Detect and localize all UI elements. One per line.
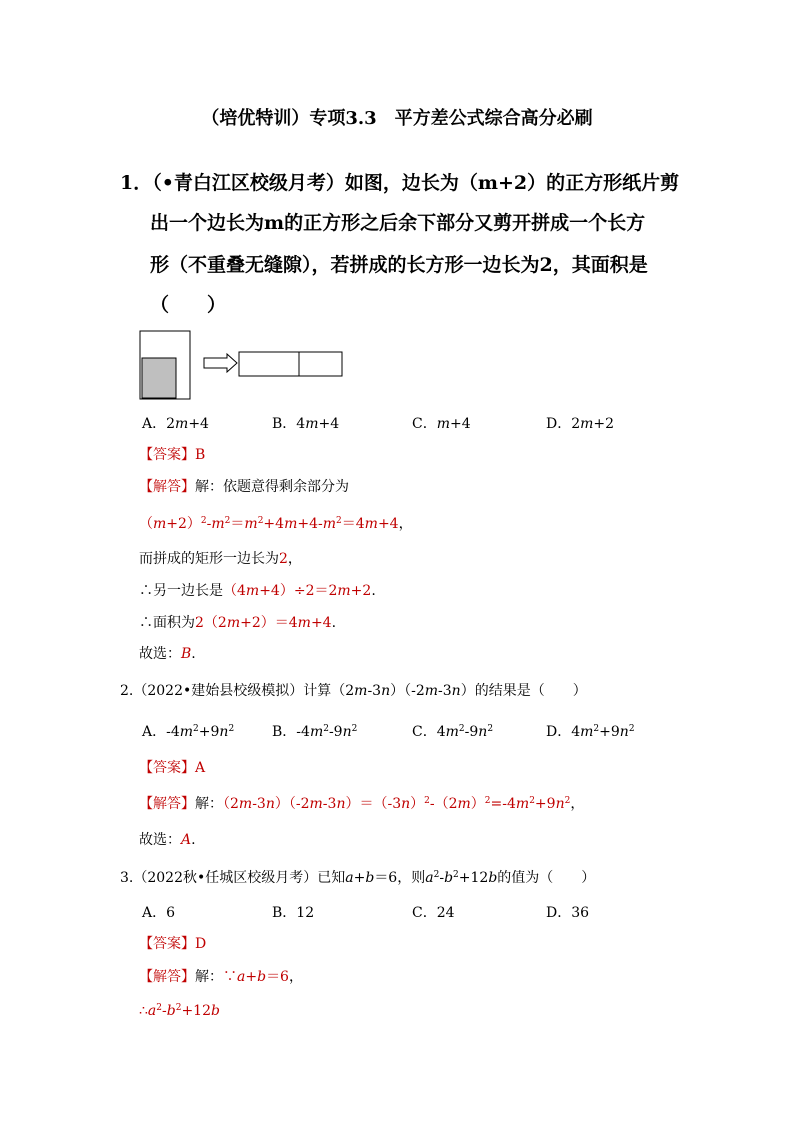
q1-option-c[interactable]: C．m+4 xyxy=(412,416,471,432)
q1-stem-line1: 1．（•青白江区校级月考）如图，边长为（m+2）的正方形纸片剪 xyxy=(120,172,680,194)
solution-text: 解：依题意得剩余部分为 xyxy=(195,479,349,495)
q2-stem: 2.（2022•建始县校级模拟）计算（2m-3n）（-2m-3n）的结果是（ ） xyxy=(120,683,587,699)
q2-solution-choose: 故选：A. xyxy=(139,832,196,848)
q2-option-d[interactable]: D．$4m^2+9n^2$ xyxy=(546,724,635,740)
answer-value: A xyxy=(195,760,206,776)
q1-blank: （ ） xyxy=(150,294,227,316)
q3-solution-intro: 【解答】解：∵a+b＝6， xyxy=(139,969,303,985)
answer-tag: 【答案】 xyxy=(139,936,195,952)
q3-answer xyxy=(139,933,206,953)
q3-option-b[interactable]: B．12 xyxy=(272,905,315,921)
cut-square xyxy=(142,358,176,398)
q1-answer xyxy=(139,444,205,464)
q1-figure xyxy=(139,330,349,402)
right-arrow-icon xyxy=(204,354,237,372)
page-title: （培优特训）专项3.3 平方差公式综合高分必刷 xyxy=(201,108,593,129)
q1-solution-choose: 故选：B. xyxy=(139,646,196,662)
solution-tag: 【解答】 xyxy=(139,796,195,812)
answer-tag: 【答案】 xyxy=(139,447,195,463)
q2-option-b[interactable]: B．$-4m^2-9n^2$ xyxy=(272,724,358,740)
q1-option-a[interactable]: A．2m+4 xyxy=(142,416,209,432)
q3-solution-step1: $\therefore a^2-b^2+12b$ xyxy=(139,1003,220,1019)
q3-option-c[interactable]: C．24 xyxy=(412,905,455,921)
q1-solution-step1: $(m+2)^2-m^2=m^2+4m+4-m^2=4m+4$， xyxy=(139,516,413,532)
q2-option-c[interactable]: C．$4m^2-9n^2$ xyxy=(412,724,494,740)
result-rectangle xyxy=(239,352,342,376)
answer-tag: 【答案】 xyxy=(139,760,195,776)
q3-option-a[interactable]: A．6 xyxy=(142,905,176,921)
q1-option-b[interactable]: B．4m+4 xyxy=(272,416,340,432)
q1-stem-line3: 形（不重叠无缝隙），若拼成的长方形一边长为2，其面积是 xyxy=(150,254,648,276)
q2-answer xyxy=(139,757,205,777)
q3-option-d[interactable]: D．36 xyxy=(546,905,590,921)
q2-option-a[interactable]: A．$-4m^2+9n^2$ xyxy=(142,724,235,740)
q1-solution-step2: 而拼成的矩形一边长为2， xyxy=(139,551,302,567)
q3-stem: 3.（2022秋•任城区校级月考）已知a+b＝6，则$a^2-b^2+12b$的值为（ ） xyxy=(120,870,596,886)
q1-option-d[interactable]: D．2m+2 xyxy=(546,416,615,432)
q1-solution-intro xyxy=(139,476,349,496)
solution-tag: 【解答】 xyxy=(139,969,195,985)
q1-stem-line2: 出一个边长为m的正方形之后余下部分又剪开拼成一个长方 xyxy=(150,212,646,234)
q2-solution: 【解答】解：$(2m-3n)(-2m-3n)=(-3n)^2-(2m)^2=-4m^2+9n^2$， xyxy=(139,796,585,812)
answer-value: D xyxy=(195,936,207,952)
solution-tag: 【解答】 xyxy=(139,479,195,495)
q1-solution-step3: ∴另一边长是（4m+4）÷2＝2m+2. xyxy=(139,583,376,599)
answer-value: B xyxy=(195,447,206,463)
q1-solution-step4: ∴面积为2（2m+2）＝4m+4. xyxy=(139,615,337,631)
